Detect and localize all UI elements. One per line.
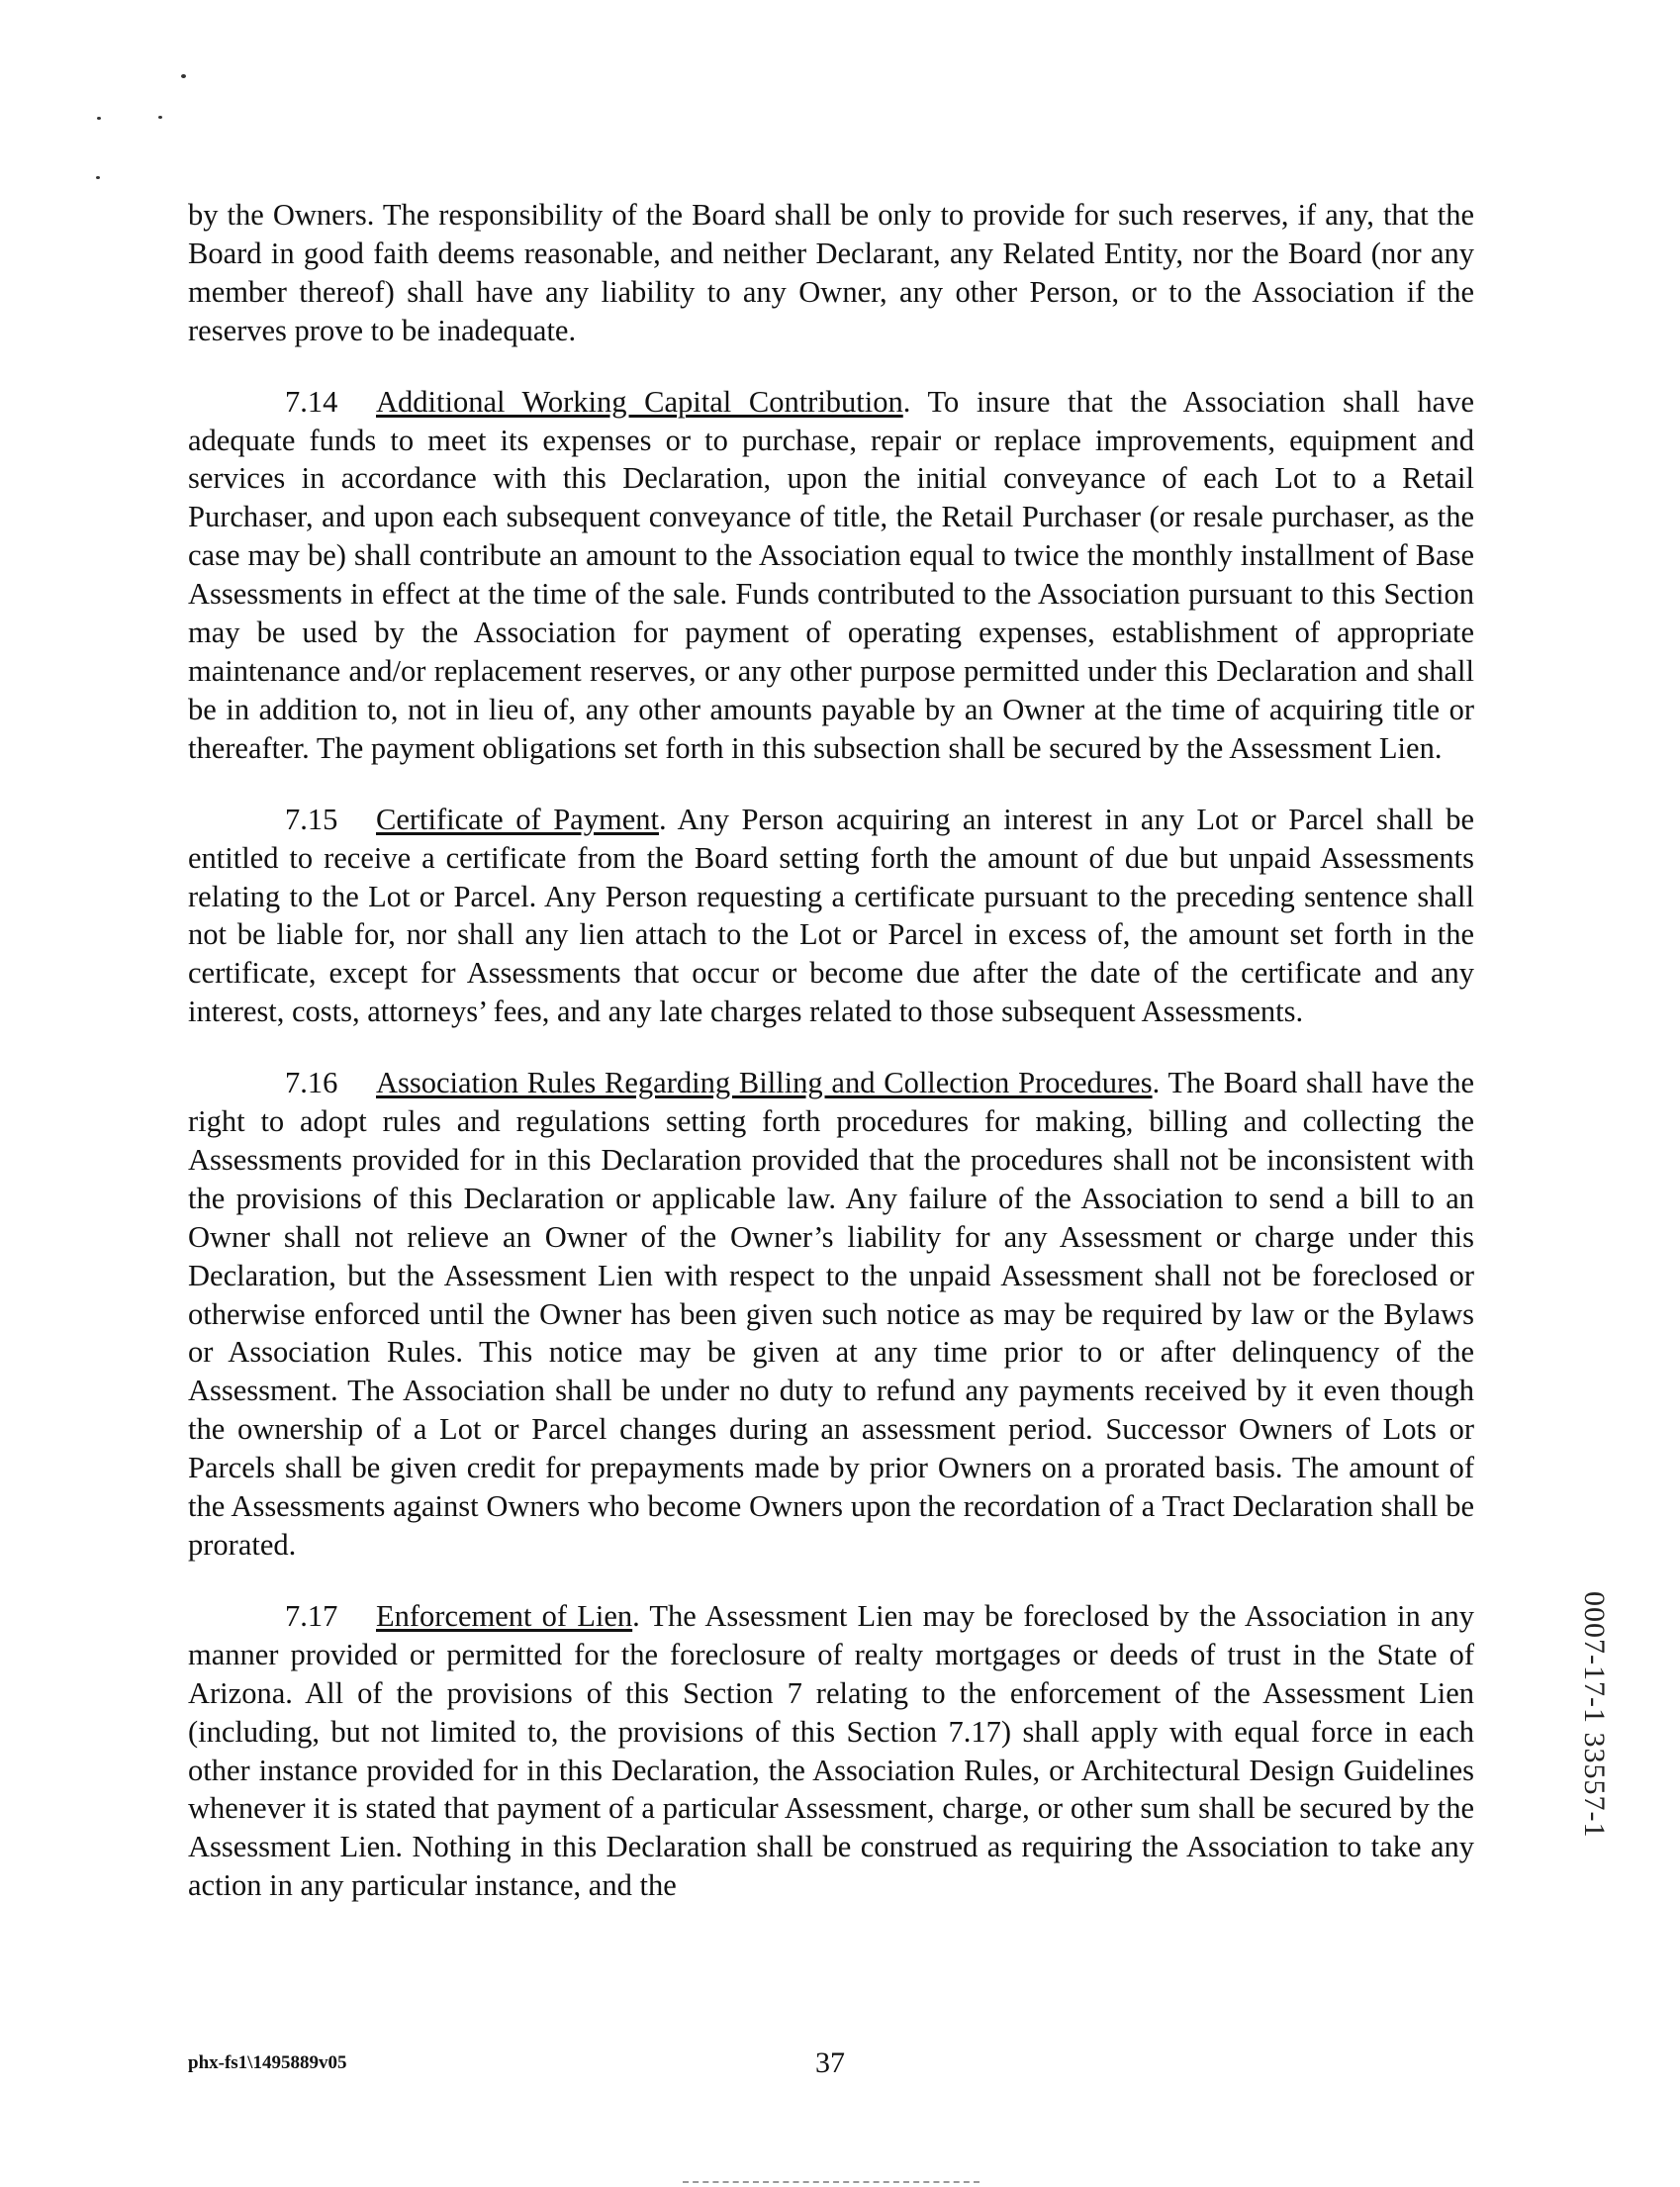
section-text: Any Person acquiring an interest in any Lot or Parcel shall be entitled to receive a certificate from the Board setting forth the amount of due but unpaid Assessments relating to the Lot or Parcel. Any Person requesting a certificate pursuant to the preceding sentence shall not be liable for, nor shall any lien attach to the Lot or Parcel in excess of, the amount set forth in the certificate, except for Assessments that occur or become due after the date of the certificate and any interest, costs, attorneys’ fees, and any late charges related to those subsequent Assessments.	[188, 802, 1475, 1029]
continuation-paragraph	[188, 196, 1474, 350]
section-text: The Board shall have the right to adopt rules and regulations setting forth procedures for making, billing and collecting the Assessments provided for in this Declaration provided that the procedures shall not be inconsistent with the provisions of this Declaration or applicable law. Any failure of the Association to send a bill to an Owner shall not relieve an Owner of the Owner’s liability for any Assessment or charge under this Declaration, but the Assessment Lien with respect to the unpaid Assessment shall not be foreclosed or otherwise enforced until the Owner has been given such notice as may be required by law or the Bylaws or Association Rules. This notice may be given at any time prior to or after delinquency of the Assessment. The Association shall be under no duty to refund any payments received by it even though the ownership of a Lot or Parcel changes during an assessment period. Successor Owners of Lots or Parcels shall be given credit for prepayments made by prior Owners on a prorated basis. The amount of the Assessments against Owners who become Owners upon the recordation of a Tract Declaration shall be prorated.	[188, 1066, 1474, 1562]
heading-punct: .	[1152, 1066, 1161, 1100]
scan-speck	[158, 116, 162, 119]
scan-edge-line	[683, 2181, 980, 2183]
scan-speck	[96, 176, 100, 179]
section-heading: Certificate of Payment	[376, 802, 659, 836]
page-number: 37	[815, 2046, 845, 2079]
heading-punct: .	[632, 1598, 640, 1633]
section-heading: Enforcement of Lien	[376, 1598, 633, 1633]
section-number: 7.15	[285, 802, 338, 836]
section-heading: Additional Working Capital Contribution	[376, 384, 903, 419]
footer-document-reference: phx-fs1\1495889v05	[188, 2052, 347, 2073]
section-number: 7.14	[285, 384, 338, 419]
recording-stamp: 0007-17-1 33557-1	[1578, 1591, 1611, 1839]
section-7-14	[188, 383, 1474, 768]
section-number: 7.17	[285, 1598, 338, 1633]
section-heading: Association Rules Regarding Billing and Collection Procedures	[376, 1066, 1153, 1100]
document-body	[188, 196, 1474, 1938]
heading-punct: .	[902, 384, 911, 419]
section-7-17	[188, 1597, 1474, 1905]
heading-punct: .	[658, 802, 667, 836]
scan-speck	[181, 74, 186, 78]
section-7-15	[188, 801, 1474, 1031]
scan-speck	[97, 117, 101, 120]
paragraph-text: by the Owners. The responsibility of the Board shall be only to provide for such reserves, if any, that the Board in good faith deems reasonable, and neither Declarant, any Related Entity, nor the Board (nor any member thereof) shall have any liability to any Owner, any other Person, or to the Association if the reserves prove to be inadequate.	[188, 198, 1474, 347]
section-number: 7.16	[285, 1066, 338, 1100]
section-7-16	[188, 1064, 1474, 1565]
section-text: The Assessment Lien may be foreclosed by the Association in any manner provided or permitted for the foreclosure of realty mortgages or deeds of trust in the State of Arizona. All of the provisions of this Section 7 relating to the enforcement of the Assessment Lien (including, but not limited to, the provisions of this Section 7.17) shall apply with equal force in each other instance provided for in this Declaration, the Association Rules, or Architectural Design Guidelines whenever it is stated that payment of a particular Assessment, charge, or other sum shall be secured by the Assessment Lien. Nothing in this Declaration shall be construed as requiring the Association to take any action in any particular instance, and the	[188, 1598, 1474, 1903]
section-text: To insure that the Association shall have adequate funds to meet its expenses or to purchase, repair or replace improvements, equipment and services in accordance with this Declaration, upon the initial conveyance of each Lot to a Retail Purchaser, and upon each subsequent conveyance of title, the Retail Purchaser (or resale purchaser, as the case may be) shall contribute an amount to the Association equal to twice the monthly installment of Base Assessments in effect at the time of the sale. Funds contributed to the Association pursuant to this Section may be used by the Association for payment of operating expenses, establishment of appropriate maintenance and/or replacement reserves, or any other purpose permitted under this Declaration and shall be in addition to, not in lieu of, any other amounts payable by an Owner at the time of acquiring title or thereafter. The payment obligations set forth in this subsection shall be secured by the Assessment Lien.	[188, 384, 1474, 765]
